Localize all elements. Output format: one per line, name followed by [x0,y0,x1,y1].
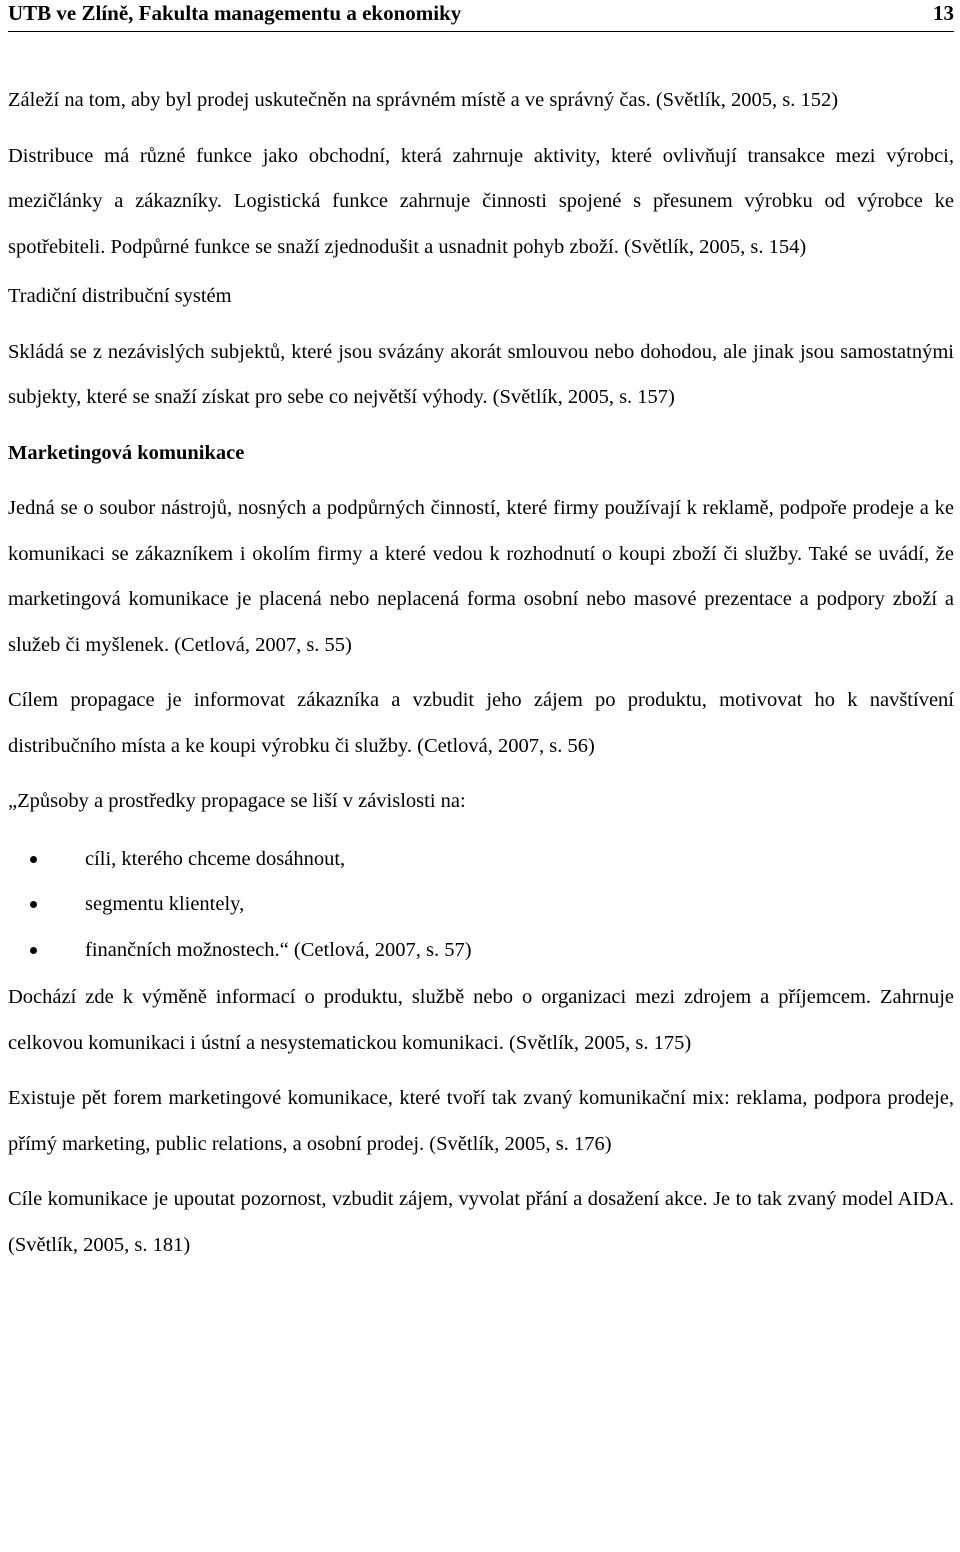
heading-traditional-distribution: Tradiční distribuční systém [8,285,232,307]
paragraph-traditional-system: Skládá se z nezávislých subjektů, které jsou svázány akorát smlouvou nebo dohodou, ale jinak jsou samostatnými subjekty, které se snaží získat pro sebe co největší výhody. (Světlík, 2005, s. 157) [8,340,954,408]
paragraph-sales-timing: Záleží na tom, aby byl prodej uskutečněn na správném místě a ve správný čas. (Světlík, 2005, s. 152) [8,89,839,111]
bullet-dot-icon [30,856,37,863]
paragraph-promotion-methods: „Způsoby a prostředky propagace se liší v závislosti na: [8,790,466,812]
promotion-factors-list [8,837,954,974]
heading-marketing-communication: Marketingová komunikace [8,441,245,464]
document-body [8,78,954,1268]
paragraph-aida-model: Cíle komunikace je upoutat pozornost, vzbudit zájem, vyvolat přání a dosažení akce. Je to tak zvaný model AIDA. (Světlík, 2005, s. 181) [8,1188,954,1256]
paragraph-communication-mix: Existuje pět forem marketingové komunikace, které tvoří tak zvaný komunikační mix: reklama, podpora prodeje, přímý marketing, public relations, a osobní prodej. (Světlík, 2005, s. 176) [8,1087,954,1155]
paragraph-communication-definition: Jedná se o soubor nástrojů, nosných a podpůrných činností, které firmy používají k reklamě, podpoře prodeje a ke komunikaci se zákazníkem i okolím firmy a které vedou k rozhodnutí o koupi zboží či služby. Také se uvádí, že marketingová komunikace je placená nebo neplacená forma osobní nebo masové prezentace a podpory zboží a služeb či myšlenek. (Cetlová, 2007, s. 55) [8,497,954,656]
paragraph-information-exchange: Dochází zde k výměně informací o produktu, službě nebo o organizaci mezi zdrojem a příjemcem. Zahrnuje celkovou komunikaci i ústní a nesystematickou komunikaci. (Světlík, 2005, s. 175) [8,986,954,1054]
page-header [8,0,954,32]
paragraph-promotion-goal: Cílem propagace je informovat zákazníka a vzbudit jeho zájem po produktu, motivovat ho k navštívení distribučního místa a ke koupi výrobku či služby. (Cetlová, 2007, s. 56) [8,689,954,757]
list-item: finančních možnostech.“ (Cetlová, 2007, s. 57) [8,928,954,974]
bullet-dot-icon [30,901,37,908]
list-item: cíli, kterého chceme dosáhnout, [8,837,954,883]
bullet-dot-icon [30,947,37,954]
list-item: segmentu klientely, [8,882,954,928]
header-title: UTB ve Zlíně, Fakulta managementu a ekonomiky [8,1,462,25]
paragraph-distribution-functions: Distribuce má různé funkce jako obchodní, která zahrnuje aktivity, které ovlivňují transakce mezi výrobci, mezičlánky a zákazníky. Logistická funkce zahrnuje činnosti spojené s přesunem výrobku od výrobce ke spotřebiteli. Podpůrné funkce se snaží zjednodušit a usnadnit pohyb zboží. (Světlík, 2005, s. 154) [8,144,954,258]
page-number: 13 [933,1,954,25]
